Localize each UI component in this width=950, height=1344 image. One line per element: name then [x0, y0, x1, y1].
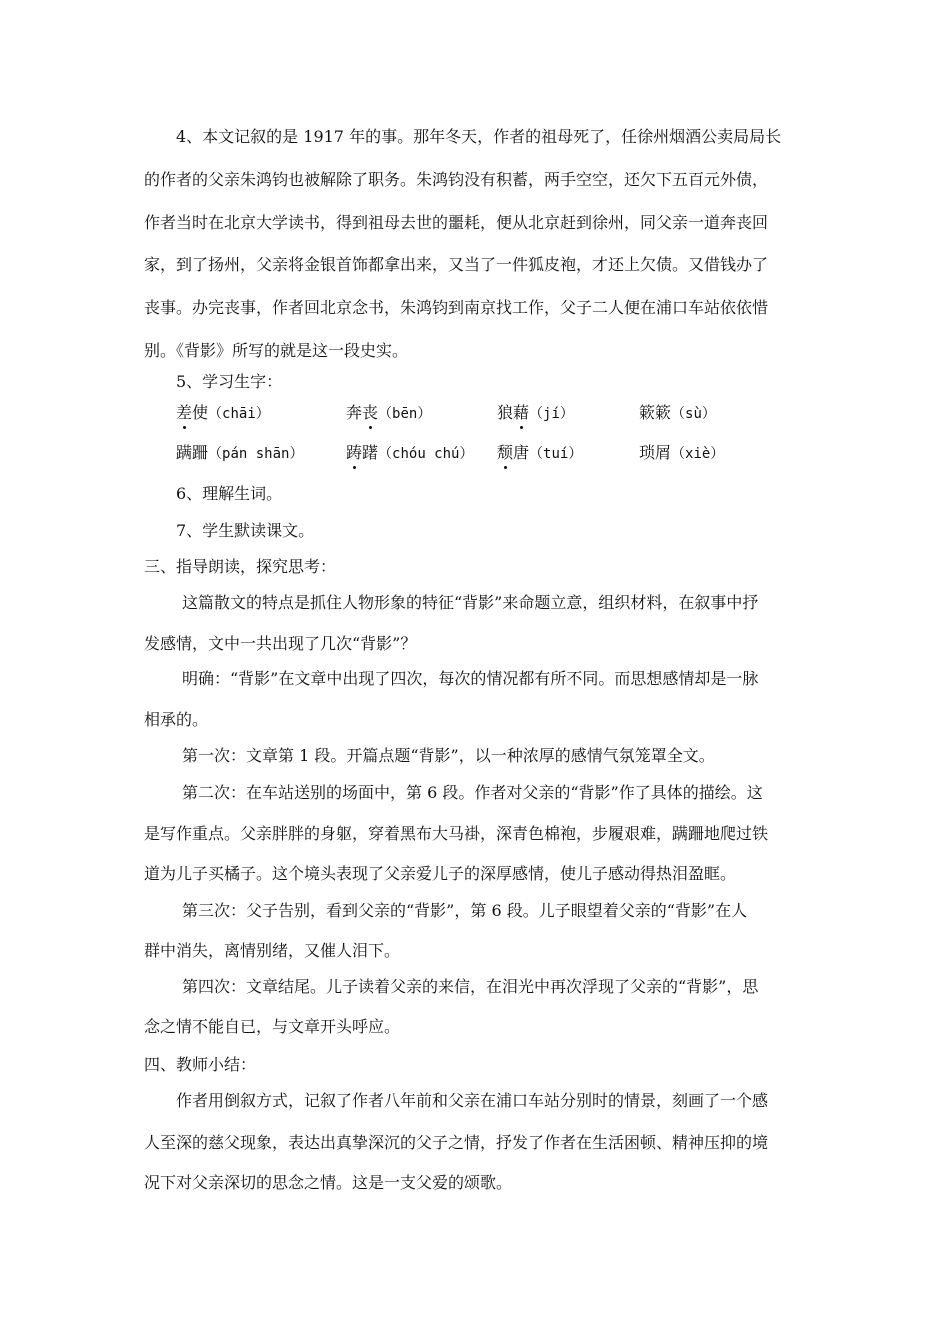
second-line-2: 是写作重点。父亲胖胖的身躯，穿着黑布大马褂，深青色棉袍，步履艰难，蹒跚地爬过铁 — [144, 824, 769, 843]
third-line-2: 群中消失，离情别绪，又催人泪下。 — [144, 941, 401, 960]
vocab-item — [346, 442, 473, 465]
vocab-item — [497, 442, 582, 465]
vocab-item — [639, 442, 724, 465]
vocab-word-b: 躇 — [362, 443, 379, 462]
vocab-word-a: 狼 — [497, 403, 514, 422]
vocab-item — [176, 442, 303, 465]
vocab-dotted-char: 差 — [176, 403, 193, 422]
section4-heading: 四、教师小结： — [144, 1055, 257, 1074]
second-line-3: 道为儿子买橘子。这个境头表现了父亲爱儿子的深厚感情，使儿子感动得热泪盈眶。 — [144, 864, 737, 883]
vocab-word: 蹒跚 — [176, 443, 209, 462]
summary-line-2: 人至深的慈父现象，表达出真挚深沉的父子之情，抒发了作者在生活困顿、精神压抑的境 — [144, 1133, 769, 1152]
fourth-line-2: 念之情不能自已，与文章开头呼应。 — [144, 1017, 401, 1036]
summary-line-1: 作者用倒叙方式，记叙了作者八年前和父亲在浦口车站分别时的情景，刻画了一个感 — [176, 1091, 769, 1110]
para4-line-2: 的作者的父亲朱鸿钧也被解除了职务。朱鸿钧没有积蓄，两手空空，还欠下五百元外债， — [144, 170, 769, 189]
answer-line-1: 明确：“背影”在文章中出现了四次，每次的情况都有所不同。而思想感情却是一脉 — [182, 669, 759, 688]
vocab-dotted-char: 颓 — [497, 443, 514, 462]
vocab-dotted-char: 藉 — [513, 403, 530, 422]
item5-heading: 5、学习生字： — [176, 372, 283, 391]
para4-line-6: 别。《背影》所写的就是这一段史实。 — [144, 341, 409, 360]
vocab-word-a: 奔 — [346, 403, 363, 422]
answer-line-2: 相承的。 — [144, 710, 209, 729]
para4-line-1: 4、本文记叙的是 1917 年的事。那年冬天，作者的祖母死了，任徐州烟酒公卖局局长 — [176, 127, 782, 146]
vocab-pinyin: （bēn） — [378, 406, 432, 422]
vocab-pinyin: （chóu chú） — [378, 446, 474, 462]
vocab-pinyin: （tuí） — [529, 446, 583, 462]
vocab-item — [346, 402, 431, 425]
vocab-word: 簌簌 — [639, 403, 672, 422]
para4-line-4: 家，到了扬州，父亲将金银首饰都拿出来，又当了一件狐皮袍，才还上欠债。又借钱办了 — [144, 255, 769, 274]
vocab-item — [497, 402, 574, 425]
second-line-1: 第二次：在车站送别的场面中，第 6 段。作者对父亲的“背影”作了具体的描绘。这 — [182, 783, 763, 802]
vocab-item — [639, 402, 716, 425]
item6: 6、理解生词。 — [176, 484, 283, 503]
vocab-word: 使 — [192, 403, 209, 422]
para4-line-5: 丧事。办完丧事，作者回北京念书，朱鸿钧到南京找工作，父子二人便在浦口车站依依惜 — [144, 298, 769, 317]
vocab-item — [176, 402, 270, 425]
first-occurrence: 第一次：文章第 1 段。开篇点题“背影”，以一种浓厚的感情气氛笼罩全文。 — [182, 746, 715, 765]
vocab-word-b: 唐 — [513, 443, 530, 462]
vocab-pinyin: （xiè） — [671, 446, 725, 462]
vocab-word: 琐屑 — [639, 443, 672, 462]
summary-line-3: 况下对父亲深切的思念之情。这是一支父爱的颂歌。 — [144, 1173, 513, 1192]
item7: 7、学生默读课文。 — [176, 521, 315, 540]
vocab-pinyin: （sù） — [671, 406, 716, 422]
third-line-1: 第三次：父子告别，看到父亲的“背影”，第 6 段。儿子眼望着父亲的“背影”在人 — [182, 901, 748, 920]
vocab-pinyin: （jí） — [529, 406, 574, 422]
vocab-dotted-char: 丧 — [362, 403, 379, 422]
fourth-line-1: 第四次：文章结尾。儿子读着父亲的来信，在泪光中再次浮现了父亲的“背影”，思 — [182, 977, 759, 996]
para4-line-3: 作者当时在北京大学读书，得到祖母去世的噩耗，便从北京赶到徐州，同父亲一道奔丧回 — [144, 213, 769, 232]
vocab-pinyin: （pán shān） — [208, 446, 304, 462]
question-line-1: 这篇散文的特点是抓住人物形象的特征“背影”来命题立意，组织材料，在叙事中抒 — [182, 593, 759, 612]
vocab-dotted-char: 踌 — [346, 443, 363, 462]
vocab-pinyin: （chāi） — [208, 406, 270, 422]
question-line-2: 发感情，文中一共出现了几次“背影”？ — [144, 634, 417, 653]
section3-heading: 三、指导朗读，探究思考： — [144, 557, 337, 576]
